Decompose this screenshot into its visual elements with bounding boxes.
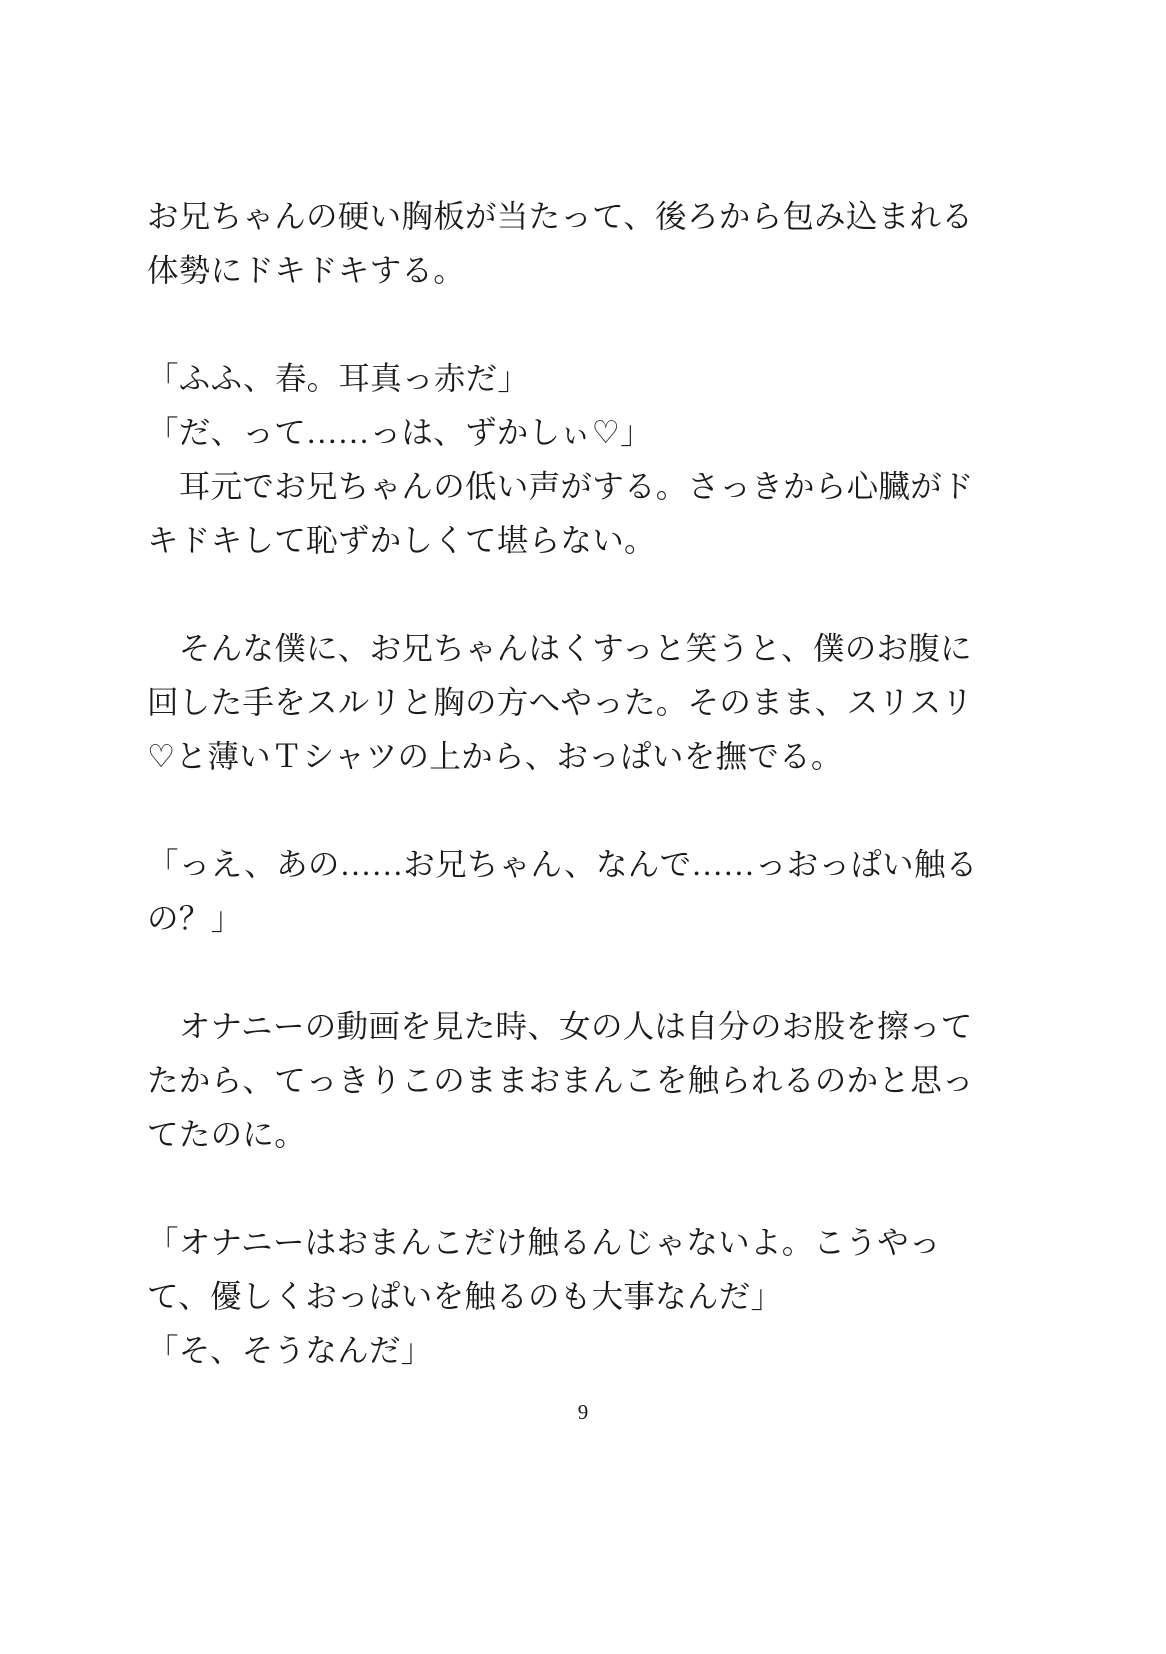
paragraph-spacer	[147, 568, 992, 622]
paragraph: 「そ、そうなんだ」	[147, 1333, 433, 1368]
page-text-column	[147, 190, 992, 1378]
paragraph: お兄ちゃんの硬い胸板が当たって、後ろから包み込まれる体勢にドキドキする。	[147, 199, 974, 288]
paragraph: オナニーの動画を見た時、女の人は自分のお股を擦ってたから、てっきりこのままおまんこを触られるのかと思ってたのに。	[147, 1009, 974, 1152]
paragraph: 耳元でお兄ちゃんの低い声がする。さっきから心臓がドキドキして恥ずかしくて堪らない。	[147, 469, 974, 558]
page-number: 9	[577, 1400, 589, 1424]
paragraph: 「だ、って……っは、ずかしぃ♡」	[147, 415, 652, 450]
paragraph: 「オナニーはおまんこだけ触るんじゃないよ。こうやって、優しくおっぱいを触るのも大事なんだ」	[147, 1225, 941, 1314]
paragraph: 「ふふ、春。耳真っ赤だ」	[147, 361, 530, 396]
paragraph: そんな僕に、お兄ちゃんはくすっと笑うと、僕のお腹に回した手をスルリと胸の方へやった。そのまま、スリスリ♡と薄いＴシャツの上から、おっぱいを撫でる。	[147, 631, 974, 774]
paragraph-spacer	[147, 946, 992, 1000]
paragraph-spacer	[147, 298, 992, 352]
paragraph-spacer	[147, 1162, 992, 1216]
paragraph: 「っえ、あの……お兄ちゃん、なんで……っおっぱい触るの？」	[147, 847, 978, 936]
paragraph-spacer	[147, 784, 992, 838]
